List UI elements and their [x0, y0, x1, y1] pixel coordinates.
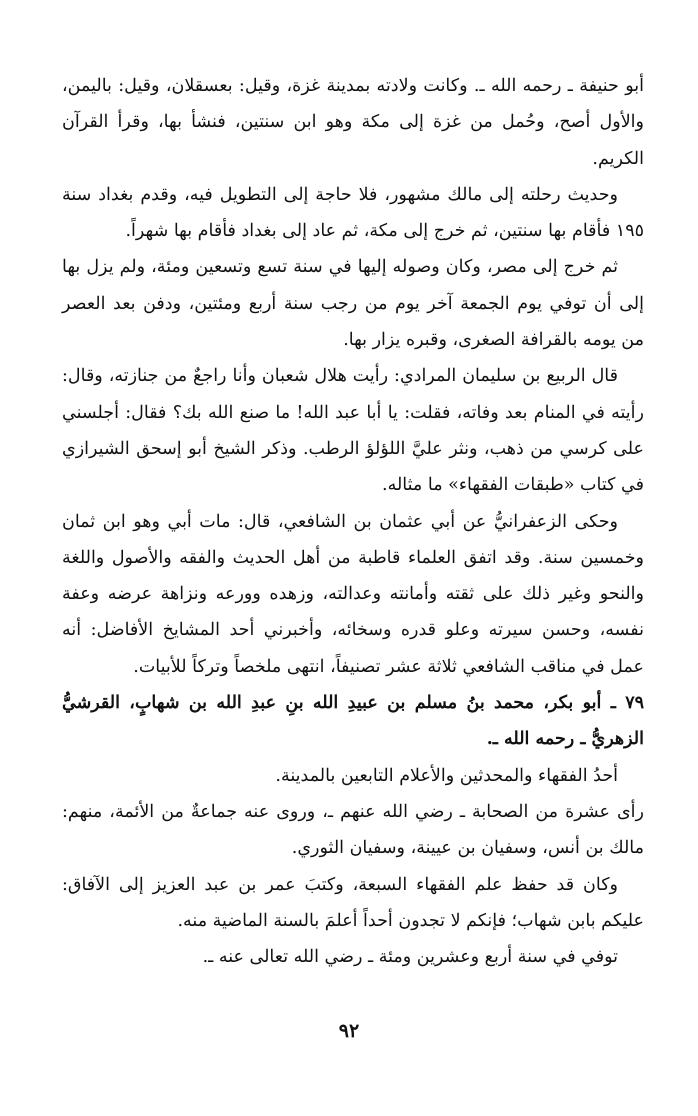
page-number: ٩٢ [338, 1020, 360, 1042]
page-body [62, 68, 644, 975]
paragraph-zuhri-narration: رأى عشرة من الصحابة ـ رضي الله عنهم ـ، وروى عنه جماعةٌ من الأئمة، منهم: مالك بن أنس، وسفيان بن عيينة، وسفيان الثوري. [62, 801, 644, 859]
paragraph-birth: أبو حنيفة ـ رحمه الله ـ. وكانت ولادته بمدينة غزة، وقيل: بعسقلان، وقيل: باليمن، والأول أصح، وحُمل من غزة إلى مكة وهو ابن سنتين، فنشأ بها، وقرأ القرآن الكريم. [62, 76, 644, 169]
entry-heading-zuhri: ٧٩ ـ أبو بكر، محمد بنُ مسلم بن عبيدِ الله بنِ عبدِ الله بن شهابٍ، القرشيُّ الزهريُّ ـ رحمه الله ـ. [62, 693, 644, 750]
paragraph-zafarani: وحكى الزعفرانيُّ عن أبي عثمان بن الشافعي، قال: مات أبي وهو ابن ثمان وخمسين سنة. وقد اتفق العلماء قاطبة من أهل الحديث والفقه والأصول واللغة والنحو وغير ذلك على ثقته وأمانته وعدالته، وزهده وورعه ونزاهة عرضه وعفة نفسه، وحسن سيرته وعلو قدره وسخائه، وأخبرني أحد المشايخ الأفاضل: أنه عمل في مناقب الشافعي ثلاثة عشر تصنيفاً، انتهى ملخصاً وتركاً للأبيات. [62, 511, 644, 677]
paragraph-zuhri-death: توفي في سنة أربع وعشرين ومئة ـ رضي الله تعالى عنه ـ. [202, 947, 618, 968]
paragraph-journey: وحديث رحلته إلى مالك مشهور، فلا حاجة إلى التطويل فيه، وقدم بغداد سنة ١٩٥ فأقام بها سنتين، ثم خرج إلى مكة، ثم عاد إلى بغداد فأقام بها شهراً. [62, 184, 644, 242]
paragraph-zuhri-status: أحدُ الفقهاء والمحدثين والأعلام التابعين بالمدينة. [275, 765, 618, 786]
paragraph-zuhri-knowledge: وكان قد حفظ علم الفقهاء السبعة، وكتبَ عمر بن عبد العزيز إلى الآفاق: عليكم بابن شهاب؛ فإنكم لا تجدون أحداً أعلمَ بالسنة الماضية منه. [62, 874, 644, 931]
paragraph-egypt: ثم خرج إلى مصر، وكان وصوله إليها في سنة تسع وتسعين ومئة، ولم يزل بها إلى أن توفي يوم الجمعة آخر يوم من رجب سنة أربع ومئتين، ودفن بعد العصر من يومه بالقرافة الصغرى، وقبره يزار بها. [62, 257, 644, 351]
paragraph-rabi-dream: قال الربيع بن سليمان المرادي: رأيت هلال شعبان وأنا راجعٌ من جنازته، وقال: رأيته في المنام بعد وفاته، فقلت: يا أبا عبد الله! ما صنع الله بك؟ فقال: أجلسني على كرسي من ذهب، ونثر عليَّ اللؤلؤ الرطب. وذكر الشيخ أبو إسحق الشيرازي في كتاب «طبقات الفقهاء» ما مثاله. [62, 366, 644, 496]
